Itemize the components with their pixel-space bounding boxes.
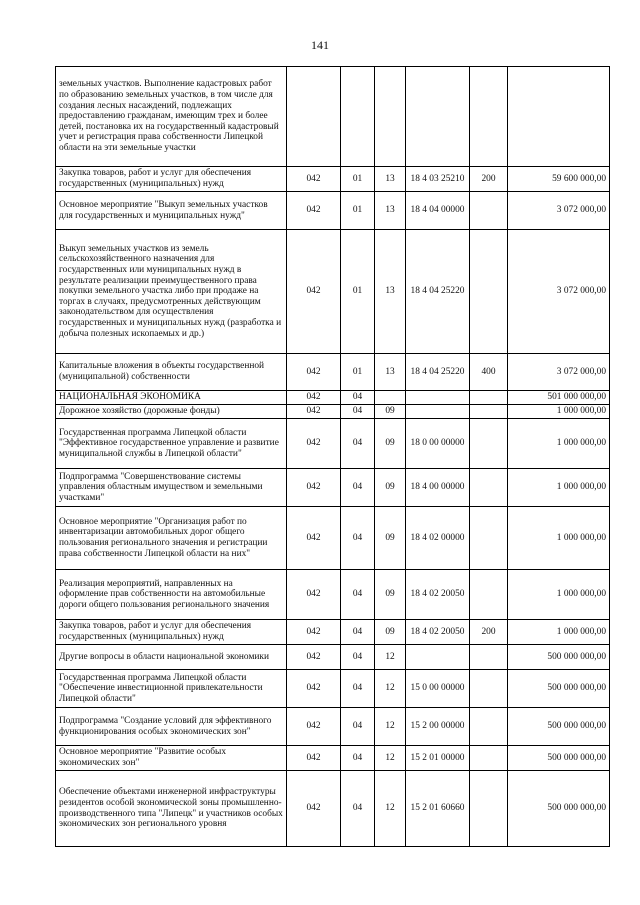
ministry-code-cell: 042 — [287, 391, 341, 405]
amount-cell: 501 000 000,00 — [508, 391, 610, 405]
expense-type-cell — [470, 469, 508, 507]
subsection-code-cell: 12 — [375, 771, 406, 847]
ministry-code-cell: 042 — [287, 771, 341, 847]
expense-type-cell — [470, 771, 508, 847]
ministry-code-cell: 042 — [287, 192, 341, 230]
table-row — [56, 67, 610, 167]
subsection-code-cell: 09 — [375, 507, 406, 570]
ministry-code-cell: 042 — [287, 507, 341, 570]
subsection-code-cell: 12 — [375, 708, 406, 746]
amount-cell: 500 000 000,00 — [508, 708, 610, 746]
target-code-cell: 15 2 01 60660 — [406, 771, 470, 847]
amount-cell: 59 600 000,00 — [508, 167, 610, 192]
table-row — [56, 391, 610, 405]
row-name-cell: Реализация мероприятий, направленных на оформление прав собственности на автомобильные дороги общего пользования регионального значения — [56, 570, 287, 620]
expense-type-cell — [470, 67, 508, 167]
ministry-code-cell: 042 — [287, 746, 341, 771]
target-code-cell — [406, 405, 470, 419]
ministry-code-cell: 042 — [287, 167, 341, 192]
section-code-cell: 04 — [341, 419, 375, 469]
subsection-code-cell: 09 — [375, 469, 406, 507]
expense-type-cell — [470, 391, 508, 405]
target-code-cell: 15 2 01 00000 — [406, 746, 470, 771]
target-code-cell: 18 4 03 25210 — [406, 167, 470, 192]
section-code-cell: 04 — [341, 645, 375, 670]
row-name-cell: Государственная программа Липецкой области "Эффективное государственное управление и развитие муниципальной службы в Липецкой области" — [56, 419, 287, 469]
target-code-cell — [406, 391, 470, 405]
target-code-cell: 18 4 02 20050 — [406, 570, 470, 620]
ministry-code-cell: 042 — [287, 419, 341, 469]
amount-cell: 3 072 000,00 — [508, 192, 610, 230]
expense-type-cell — [470, 230, 508, 354]
table-row — [56, 469, 610, 507]
target-code-cell: 18 4 00 00000 — [406, 469, 470, 507]
section-code-cell: 01 — [341, 192, 375, 230]
target-code-cell: 18 4 02 00000 — [406, 507, 470, 570]
expense-type-cell — [470, 570, 508, 620]
section-code-cell: 04 — [341, 507, 375, 570]
target-code-cell: 15 2 00 00000 — [406, 708, 470, 746]
row-name-cell: Подпрограмма "Создание условий для эффективного функционирования особых экономических зон" — [56, 708, 287, 746]
row-name-cell: Основное мероприятие "Выкуп земельных участков для государственных и муниципальных нужд" — [56, 192, 287, 230]
target-code-cell: 18 4 04 25220 — [406, 230, 470, 354]
section-code-cell: 01 — [341, 230, 375, 354]
ministry-code-cell: 042 — [287, 469, 341, 507]
section-code-cell: 04 — [341, 391, 375, 405]
section-code-cell: 04 — [341, 670, 375, 708]
table-row — [56, 419, 610, 469]
expense-type-cell: 200 — [470, 620, 508, 645]
section-code-cell — [341, 67, 375, 167]
expense-type-cell — [470, 746, 508, 771]
expense-type-cell — [470, 192, 508, 230]
amount-cell: 500 000 000,00 — [508, 771, 610, 847]
table-row — [56, 645, 610, 670]
subsection-code-cell: 12 — [375, 746, 406, 771]
amount-cell — [508, 67, 610, 167]
page-number: 141 — [311, 38, 329, 52]
table-row — [56, 354, 610, 391]
target-code-cell — [406, 67, 470, 167]
amount-cell: 1 000 000,00 — [508, 405, 610, 419]
table-row — [56, 192, 610, 230]
table-row — [56, 167, 610, 192]
subsection-code-cell: 13 — [375, 230, 406, 354]
ministry-code-cell — [287, 67, 341, 167]
ministry-code-cell: 042 — [287, 570, 341, 620]
target-code-cell: 18 0 00 00000 — [406, 419, 470, 469]
subsection-code-cell: 12 — [375, 645, 406, 670]
ministry-code-cell: 042 — [287, 670, 341, 708]
row-name-cell: земельных участков. Выполнение кадастровых работ по образованию земельных участков, в том числе для создания лесных насаждений, подлежащих предоставлению гражданам, имеющим трех и более детей, постановка их на государственный кадастровый учет и регистрация права собственности Липецкой области на эти земельные участки — [56, 67, 287, 167]
row-name-cell: Капитальные вложения в объекты государственной (муниципальной) собственности — [56, 354, 287, 391]
row-name-cell: Основное мероприятие "Организация работ по инвентаризации автомобильных дорог общего пользования регионального значения и регистрации права собственности Липецкой области на них" — [56, 507, 287, 570]
amount-cell: 500 000 000,00 — [508, 670, 610, 708]
section-code-cell: 04 — [341, 620, 375, 645]
section-code-cell: 04 — [341, 405, 375, 419]
target-code-cell: 18 4 04 00000 — [406, 192, 470, 230]
subsection-code-cell: 09 — [375, 419, 406, 469]
section-code-cell: 04 — [341, 708, 375, 746]
subsection-code-cell — [375, 391, 406, 405]
budget-table — [55, 66, 610, 847]
subsection-code-cell: 09 — [375, 570, 406, 620]
row-name-cell: Закупка товаров, работ и услуг для обеспечения государственных (муниципальных) нужд — [56, 620, 287, 645]
row-name-cell: Основное мероприятие "Развитие особых экономических зон" — [56, 746, 287, 771]
target-code-cell: 15 0 00 00000 — [406, 670, 470, 708]
amount-cell: 3 072 000,00 — [508, 354, 610, 391]
ministry-code-cell: 042 — [287, 708, 341, 746]
expense-type-cell — [470, 670, 508, 708]
section-code-cell: 04 — [341, 469, 375, 507]
amount-cell: 500 000 000,00 — [508, 746, 610, 771]
amount-cell: 1 000 000,00 — [508, 570, 610, 620]
table-row — [56, 570, 610, 620]
row-name-cell: Закупка товаров, работ и услуг для обеспечения государственных (муниципальных) нужд — [56, 167, 287, 192]
subsection-code-cell — [375, 67, 406, 167]
section-code-cell: 01 — [341, 354, 375, 391]
expense-type-cell — [470, 405, 508, 419]
amount-cell: 1 000 000,00 — [508, 507, 610, 570]
section-code-cell: 01 — [341, 167, 375, 192]
subsection-code-cell: 09 — [375, 405, 406, 419]
expense-type-cell — [470, 708, 508, 746]
row-name-cell: Обеспечение объектами инженерной инфраструктуры резидентов особой экономической зоны промышленно-производственного типа "Липецк" и участников особых экономических зон регионального уровня — [56, 771, 287, 847]
amount-cell: 1 000 000,00 — [508, 469, 610, 507]
expense-type-cell — [470, 419, 508, 469]
row-name-cell: Выкуп земельных участков из земель сельскохозяйственного назначения для государственных или муниципальных нужд в результате реализации преимущественного права покупки земельного участка либо при продаже на торгах в случаях, предусмотренных действующим законодательством для осуществления государственных и муниципальных нужд (разработка и добыча полезных ископаемых и др.) — [56, 230, 287, 354]
expense-type-cell: 200 — [470, 167, 508, 192]
table-row — [56, 670, 610, 708]
table-row — [56, 405, 610, 419]
ministry-code-cell: 042 — [287, 354, 341, 391]
ministry-code-cell: 042 — [287, 620, 341, 645]
subsection-code-cell: 12 — [375, 670, 406, 708]
expense-type-cell: 400 — [470, 354, 508, 391]
amount-cell: 1 000 000,00 — [508, 620, 610, 645]
target-code-cell: 18 4 04 25220 — [406, 354, 470, 391]
amount-cell: 1 000 000,00 — [508, 419, 610, 469]
subsection-code-cell: 13 — [375, 354, 406, 391]
row-name-cell: НАЦИОНАЛЬНАЯ ЭКОНОМИКА — [56, 391, 287, 405]
table-row — [56, 771, 610, 847]
row-name-cell: Государственная программа Липецкой области "Обеспечение инвестиционной привлекательности Липецкой области" — [56, 670, 287, 708]
subsection-code-cell: 13 — [375, 167, 406, 192]
ministry-code-cell: 042 — [287, 645, 341, 670]
row-name-cell: Подпрограмма "Совершенствование системы управления областным имуществом и земельными участками" — [56, 469, 287, 507]
table-row — [56, 507, 610, 570]
ministry-code-cell: 042 — [287, 405, 341, 419]
subsection-code-cell: 09 — [375, 620, 406, 645]
table-row — [56, 746, 610, 771]
row-name-cell: Другие вопросы в области национальной экономики — [56, 645, 287, 670]
target-code-cell: 18 4 02 20050 — [406, 620, 470, 645]
expense-type-cell — [470, 645, 508, 670]
section-code-cell: 04 — [341, 746, 375, 771]
section-code-cell: 04 — [341, 570, 375, 620]
section-code-cell: 04 — [341, 771, 375, 847]
table-row — [56, 230, 610, 354]
ministry-code-cell: 042 — [287, 230, 341, 354]
subsection-code-cell: 13 — [375, 192, 406, 230]
table-row — [56, 620, 610, 645]
amount-cell: 500 000 000,00 — [508, 645, 610, 670]
expense-type-cell — [470, 507, 508, 570]
table-row — [56, 708, 610, 746]
row-name-cell: Дорожное хозяйство (дорожные фонды) — [56, 405, 287, 419]
target-code-cell — [406, 645, 470, 670]
amount-cell: 3 072 000,00 — [508, 230, 610, 354]
